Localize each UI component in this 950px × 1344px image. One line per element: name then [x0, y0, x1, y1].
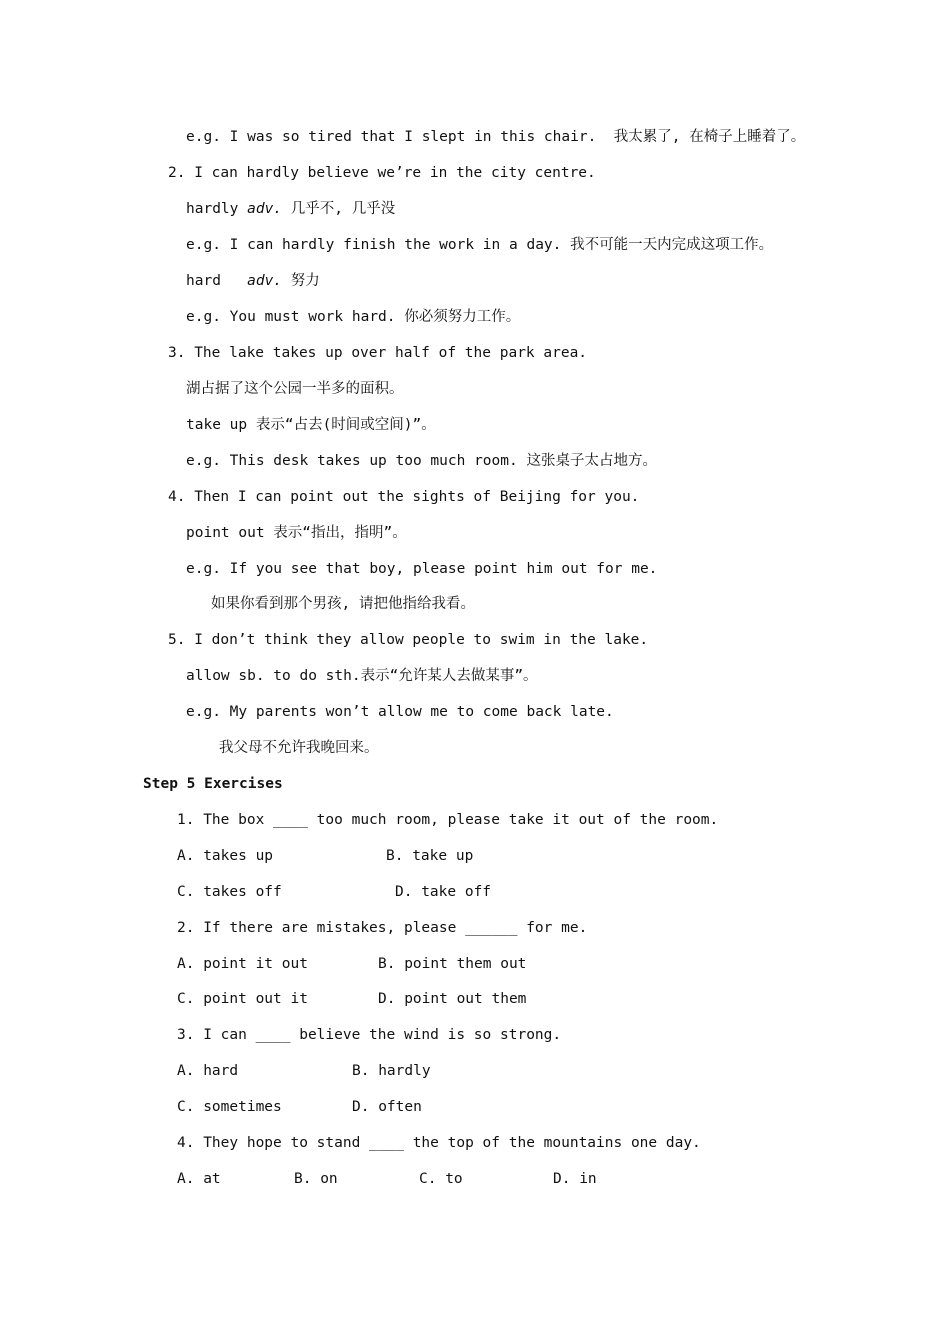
hard-pos: adv.: [247, 273, 283, 289]
note-item-4: 4. Then I can point out the sights of Beijing for you.: [168, 489, 640, 505]
question-4-option-b: B. on: [294, 1171, 338, 1187]
note-item-5: 5. I don’t think they allow people to swim in the lake.: [168, 632, 649, 648]
hardly-pos: adv.: [247, 201, 283, 217]
hard-definition: [186, 271, 320, 291]
question-1-option-b: B. take up: [386, 848, 474, 864]
question-3: 3. I can ____ believe the wind is so strong.: [177, 1027, 562, 1043]
question-1-option-a: A. takes up: [177, 848, 274, 864]
question-3-option-b: B. hardly: [352, 1063, 431, 1079]
question-1-option-d: D. take off: [395, 884, 492, 900]
example-hard: e.g. You must work hard. 你必须努力工作。: [186, 309, 521, 325]
hardly-word: hardly: [186, 201, 248, 217]
question-3-option-a: A. hard: [177, 1063, 239, 1079]
pointout-explanation: point out 表示“指出，指明”。: [186, 525, 407, 541]
note-item-3: 3. The lake takes up over half of the park area.: [168, 345, 588, 361]
hardly-definition: [186, 199, 395, 219]
hard-def: 努力: [282, 273, 320, 289]
question-2-option-d: D. point out them: [378, 991, 527, 1007]
example-pointout: e.g. If you see that boy, please point him out for me.: [186, 561, 658, 577]
question-4-option-c: C. to: [419, 1171, 463, 1187]
question-2-option-c: C. point out it: [177, 991, 308, 1007]
example-allow: e.g. My parents won’t allow me to come back late.: [186, 704, 614, 720]
example-pointout-translation: 如果你看到那个男孩, 请把他指给我看。: [211, 596, 475, 612]
example-hardly: e.g. I can hardly finish the work in a day. 我不可能一天内完成这项工作。: [186, 237, 774, 253]
hard-word: hard: [186, 273, 248, 289]
question-1: 1. The box ____ too much room, please take it out of the room.: [177, 812, 719, 828]
exercises-heading: Step 5 Exercises: [143, 776, 283, 792]
takeup-explanation: take up 表示“占去(时间或空间)”。: [186, 417, 436, 433]
question-1-option-c: C. takes off: [177, 884, 282, 900]
question-4: 4. They hope to stand ____ the top of the mountains one day.: [177, 1135, 701, 1151]
example-allow-translation: 我父母不允许我晚回来。: [219, 740, 379, 756]
hardly-def: 几乎不, 几乎没: [282, 201, 396, 217]
example-takeup: e.g. This desk takes up too much room. 这张桌子太占地方。: [186, 453, 657, 469]
question-3-option-c: C. sometimes: [177, 1099, 282, 1115]
question-3-option-d: D. often: [352, 1099, 422, 1115]
allow-explanation: allow sb. to do sth.表示“允许某人去做某事”。: [186, 668, 538, 684]
question-2-option-b: B. point them out: [378, 956, 527, 972]
question-4-option-d: D. in: [553, 1171, 597, 1187]
note-item-3-translation: 湖占据了这个公园一半多的面积。: [186, 381, 404, 397]
example-tired: e.g. I was so tired that I slept in this chair. 我太累了, 在椅子上睡着了。: [186, 129, 806, 145]
question-2: 2. If there are mistakes, please ______ for me.: [177, 920, 588, 936]
question-4-option-a: A. at: [177, 1171, 221, 1187]
question-2-option-a: A. point it out: [177, 956, 308, 972]
note-item-2: 2. I can hardly believe we’re in the city centre.: [168, 165, 596, 181]
